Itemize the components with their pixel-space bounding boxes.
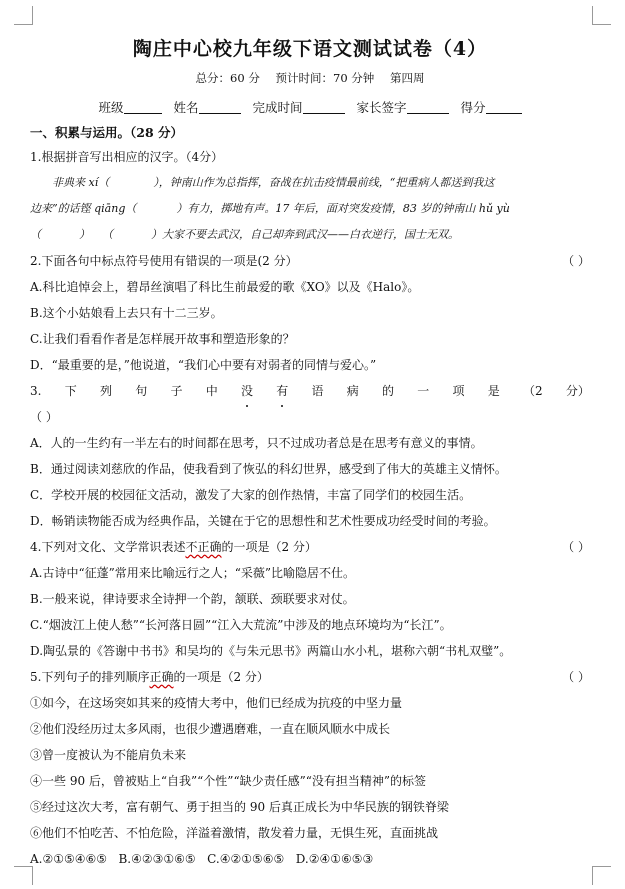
total-score: 总分：60 分 bbox=[195, 71, 260, 85]
estimated-time: 预计时间：70 分钟 bbox=[275, 71, 375, 85]
exam-title: 陶庄中心校九年级下语文测试试卷（4） bbox=[132, 38, 488, 60]
question-5-sentence-3: ③曾一度被认为不能肩负未来 bbox=[30, 748, 187, 762]
student-info-row bbox=[30, 97, 590, 119]
question-1-stem: 1.根据拼音写出相应的汉字。（4分） bbox=[30, 150, 224, 164]
question-5-choices bbox=[30, 846, 590, 872]
question-5-sentence-6: ⑥他们不怕吃苦、不怕危险，洋溢着激情，散发着力量，无惧生死，直面挑战 bbox=[30, 826, 439, 840]
answer-paren[interactable]: （ ） bbox=[562, 254, 590, 268]
question-2-option-b: B.这个小姑娘看上去只有十二三岁。 bbox=[30, 306, 223, 320]
score-field[interactable]: 得分 bbox=[460, 100, 521, 115]
crop-mark-top-left bbox=[14, 6, 33, 25]
question-5-sentence-2: ②他们没经历过太多风雨，也很少遭遇磨难，一直在顺风顺水中成长 bbox=[30, 722, 391, 736]
question-1-line-2: 边来”的话铿 qiāng（ ）有力，掷地有声。17 年后，面对突发疫情，83 岁的钟南山 hǔ yù bbox=[30, 202, 510, 215]
question-2-option-a: A.科比追悼会上，碧昂丝演唱了科比生前最爱的歌《XO》以及《Halo》。 bbox=[30, 280, 420, 294]
question-4-option-a: A.古诗中“征蓬”常用来比喻远行之人；“采薇”比喻隐居不仕。 bbox=[30, 566, 356, 580]
question-1-line-1: 非典来 xí（ ），钟南山作为总指挥，奋战在抗击疫情最前线，“把重病人都送到我这 bbox=[52, 176, 495, 189]
question-5-sentence-5: ⑤经过这次大考，富有朝气、勇于担当的 90 后真正成长为中华民族的钢铁脊梁 bbox=[30, 800, 449, 814]
class-field[interactable]: 班级 bbox=[98, 100, 161, 115]
question-3-option-a: A．人的一生约有一半左右的时间都在思考，只不过成功者总是在思考有意义的事情。 bbox=[30, 436, 483, 450]
question-3-option-b: B．通过阅读刘慈欣的作品，使我看到了恢弘的科幻世界，感受到了伟大的英雄主义情怀。 bbox=[30, 462, 507, 476]
question-4-stem: 4.下列对文化、文学常识表述不正确的一项是（2 分） （ ） bbox=[30, 534, 590, 560]
question-5-sentence-4: ④一些 90 后，曾被贴上“自我”“个性”“缺少责任感”“没有担当精神”的标签 bbox=[30, 774, 426, 788]
choice-b: B.④②③①⑥⑤ bbox=[118, 852, 196, 866]
crop-mark-top-right bbox=[592, 6, 611, 25]
question-3-option-c: C．学校开展的校园征文活动，激发了大家的创作热情，丰富了同学们的校园生活。 bbox=[30, 488, 472, 502]
question-4-option-c: C.“烟波江上使人愁”“长河落日圆”“江入大荒流”中涉及的地点环境均为“长江”。 bbox=[30, 618, 452, 632]
parent-signature-field[interactable]: 家长签字 bbox=[356, 100, 448, 115]
question-2-option-d: D．“最重要的是，”他说道，“我们心中要有对弱者的同情与爱心。” bbox=[30, 358, 377, 372]
question-2-option-c: C.让我们看看作者是怎样展开故事和塑造形象的？ bbox=[30, 332, 295, 346]
name-field[interactable]: 姓名 bbox=[173, 100, 240, 115]
finish-time-field[interactable]: 完成时间 bbox=[252, 100, 344, 115]
exam-meta bbox=[30, 69, 590, 87]
answer-paren[interactable]: （ ） bbox=[562, 540, 590, 554]
question-5-sentence-1: ①如今，在这场突如其来的疫情大考中，他们已经成为抗疫的中坚力量 bbox=[30, 696, 403, 710]
exam-page bbox=[30, 34, 590, 872]
crop-mark-bottom-right bbox=[592, 866, 611, 885]
choice-d: D.②④①⑥⑤③ bbox=[295, 852, 374, 866]
question-1-line-3: （ ） （ ）大家不要去武汉，自己却奔到武汉——白衣逆行，国士无双。 bbox=[30, 228, 459, 241]
question-3-stem: 3. 下 列 句 子 中 没 有 语 病 的 一 项 是 （2 分） bbox=[30, 378, 590, 404]
question-4-option-b: B.一般来说，律诗要求全诗押一个韵，颔联、颈联要求对仗。 bbox=[30, 592, 355, 606]
section-heading: 一、积累与运用。（28 分） bbox=[30, 125, 183, 140]
question-3-answer-paren[interactable]: （ ） bbox=[30, 410, 58, 424]
question-4-option-d: D.陶弘景的《答谢中书书》和吴均的《与朱元思书》两篇山水小札，堪称六朝“书札双璧”。 bbox=[30, 644, 512, 658]
question-5-stem: 5.下列句子的排列顺序正确的一项是（2 分） （ ） bbox=[30, 664, 590, 690]
question-2-stem: 2.下面各句中标点符号使用有错误的一项是(2 分） （ ） bbox=[30, 248, 590, 274]
answer-paren[interactable]: （ ） bbox=[562, 670, 590, 684]
week: 第四周 bbox=[389, 71, 425, 85]
choice-a: A.②①⑤④⑥⑤ bbox=[30, 852, 108, 866]
choice-c: C.④②①⑤⑥⑤ bbox=[207, 852, 285, 866]
question-3-option-d: D．畅销读物能否成为经典作品，关键在于它的思想性和艺术性要成功经受时间的考验。 bbox=[30, 514, 496, 528]
